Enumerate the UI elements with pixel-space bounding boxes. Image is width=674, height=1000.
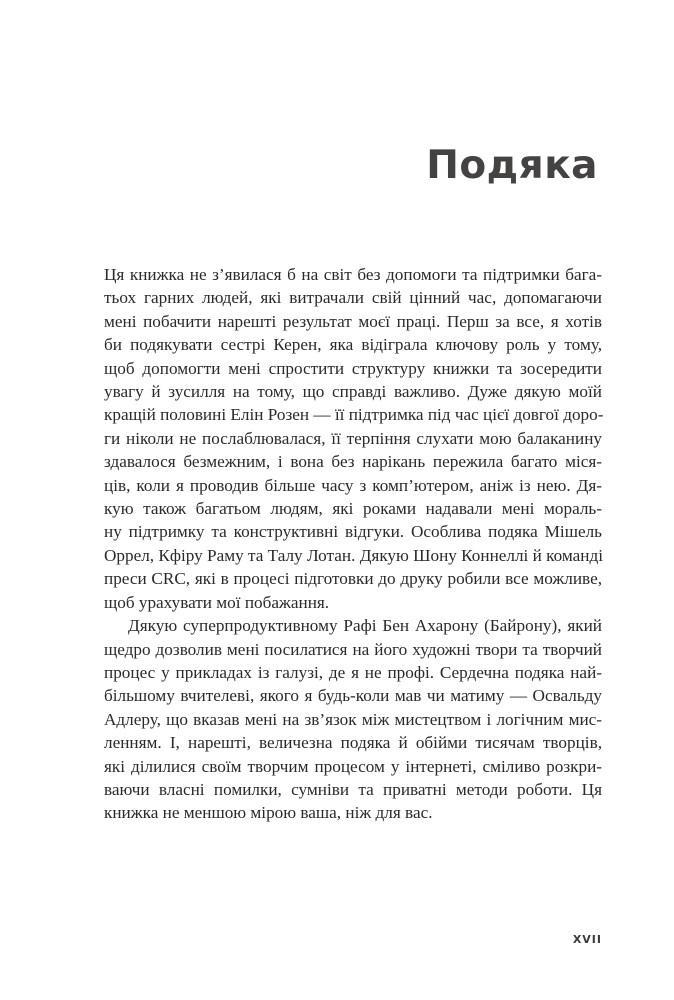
text-line: ленням. І, нарешті, величезна подяка й обійми тисячам творців,	[104, 733, 602, 753]
text-line: увагу й зусилля на тому, що справді важливо. Дуже дякую моїй	[104, 382, 602, 402]
text-line: ців, коли я проводив більше часу з комп’ютером, аніж із нею. Дя-	[104, 475, 602, 495]
page-number: XVII	[572, 933, 602, 946]
text-line: ги ніколи не послаблювалася, її терпіння слухати мою балаканину	[104, 428, 602, 448]
text-line: преси CRC, які в процесі підготовки до друку робили все можливе,	[104, 569, 602, 589]
page-title: Подяка	[426, 143, 598, 188]
text-line: кращій половині Елін Розен — її підтримка під час цієї довгої доро-	[104, 405, 604, 425]
text-line: Оррел, Кфіру Раму та Талу Лотан. Дякую Шону Коннеллі й команді	[104, 545, 603, 565]
text-line: більшому вчителеві, якого я будь-коли мав чи матиму — Освальду	[104, 686, 602, 706]
text-line: Ця книжка не з’явилася б на світ без допомоги та підтримки бага-	[104, 265, 602, 284]
text-line: би подякувати сестрі Керен, яка відіграла ключову роль у тому,	[104, 335, 602, 355]
text-line: які ділилися своїм творчим процесом у інтернеті, сміливо розкри-	[104, 756, 602, 776]
text-line: щоб допомогти мені спростити структуру книжки та зосередити	[104, 358, 602, 378]
text-line: щоб урахувати мої побажання.	[104, 592, 330, 612]
text-line: книжка не меншою мірою ваша, ніж для вас.	[104, 803, 433, 823]
paragraph-1	[104, 263, 602, 614]
text-line: тьох гарних людей, які витрачали свій цінний час, допомагаючи	[104, 288, 602, 308]
text-line: процес у прикладах із галузі, де я не профі. Сердечна подяка най-	[104, 662, 602, 682]
body-text	[104, 263, 602, 825]
paragraph-2	[104, 614, 602, 825]
text-line: ну підтримку та конструктивні відгуки. Особлива подяка Мішель	[104, 522, 602, 542]
text-line: кую також багатьом людям, які роками надавали мені мораль-	[104, 499, 602, 519]
text-line: щедро дозволив мені посилатися на його художні твори та творчий	[104, 639, 602, 659]
text-line: мені побачити нарешті результат моєї праці. Перш за все, я хотів	[104, 311, 602, 331]
text-line: Дякую суперпродуктивному Рафі Бен Ахарону (Байрону), який	[128, 616, 602, 636]
text-line: Адлеру, що вказав мені на зв’язок між мистецтвом і логічним мис-	[104, 709, 602, 729]
text-line: ваючи власні помилки, сумніви та приватні методи роботи. Ця	[104, 779, 602, 799]
text-line: здавалося безмежним, і вона без нарікань пережила багато міся-	[104, 452, 602, 472]
